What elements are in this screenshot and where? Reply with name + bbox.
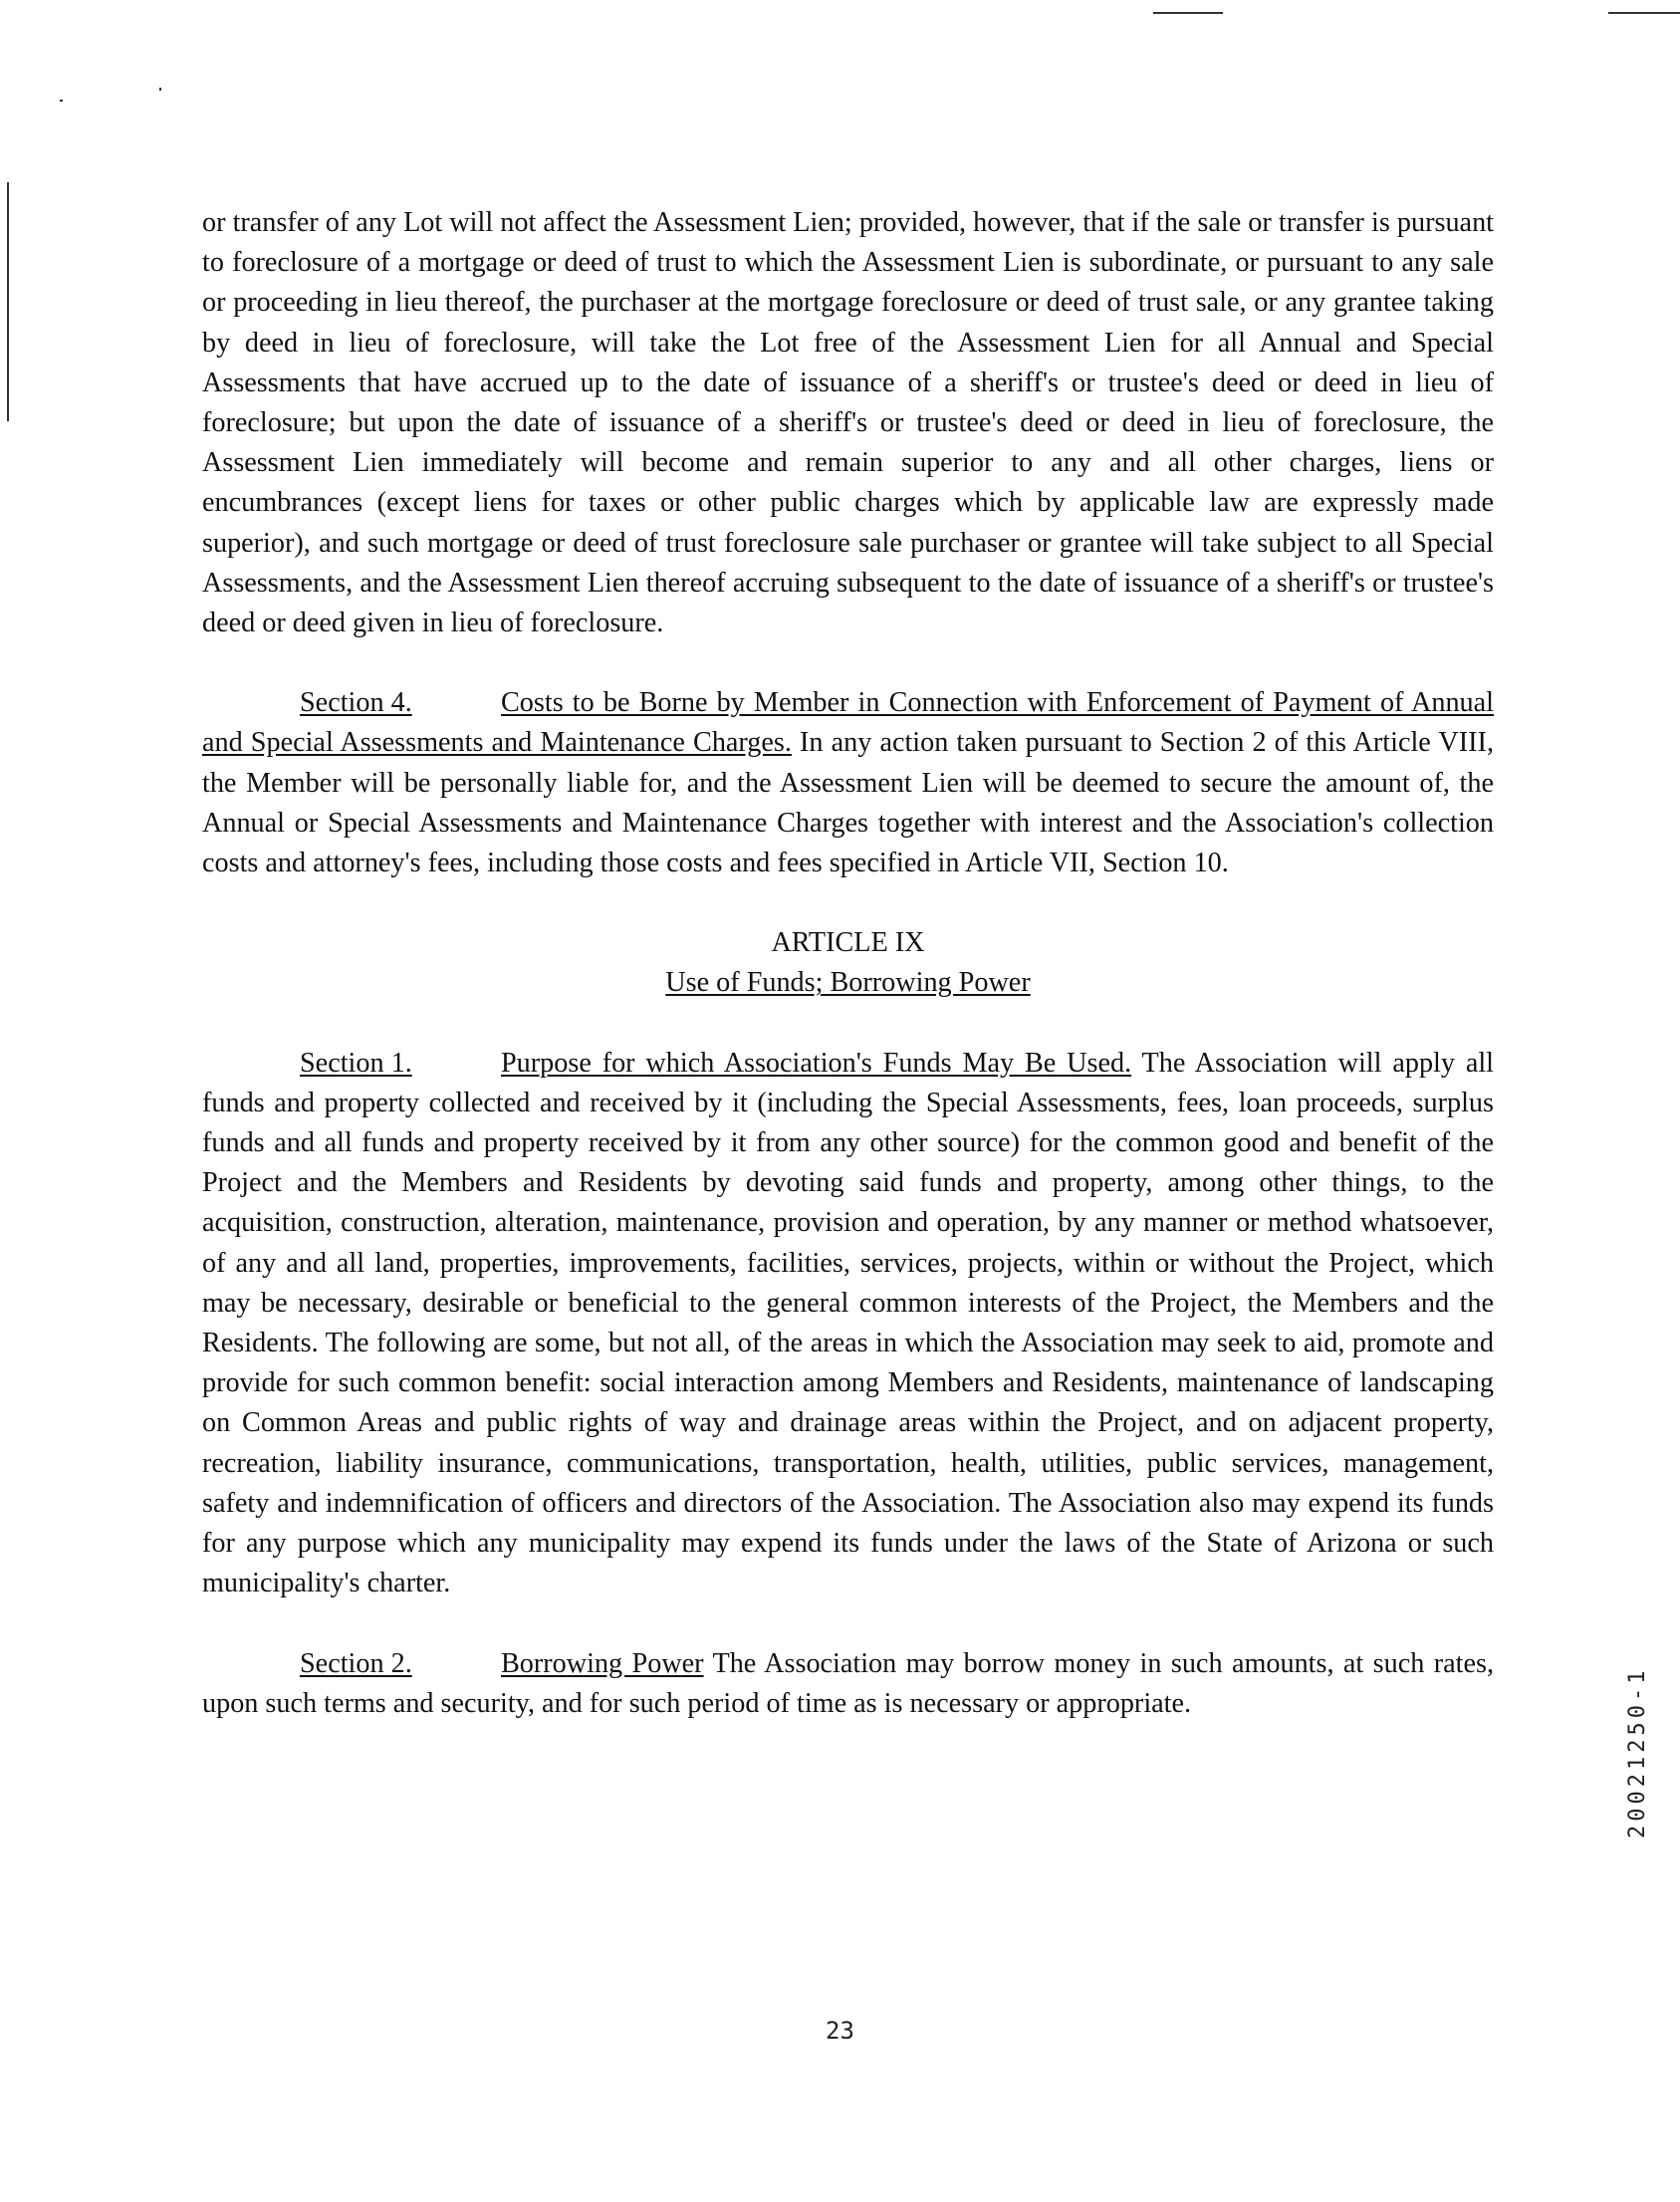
section-2 bbox=[202, 1644, 1494, 1724]
section-4-body: In any action taken pursuant to Section 2 of this Article VIII, the Member will be personally liable for, and the Assessment Lien will be deemed to secure the amount of, the Annual or Special Assessments and Maintenance Charges together with interest and the Association's collection costs and attorney's fees, including those costs and fees specified in Article VII, Section 10. bbox=[202, 727, 1494, 879]
section-1-body: The Association will apply all funds and property collected and received by it (including the Special Assessments, fees, loan proceeds, surplus funds and all funds and property received by it from any other source) for the common good and benefit of the Project and the Members and Residents by devoting said funds and property, among other things, to the acquisition, construction, alteration, maintenance, provision and operation, by any manner or method whatsoever, of any and all land, properties, improvements, facilities, services, projects, within or without the Project, which may be necessary, desirable or beneficial to the general common interests of the Project, the Members and the Residents. The following are some, but not all, of the areas in which the Association may seek to aid, promote and provide for such common benefit: social interaction among Members and Residents, maintenance of landscaping on Common Areas and public rights of way and drainage areas within the Project, and on adjacent property, recreation, liability insurance, communications, transportation, health, utilities, public services, management, safety and indemnification of officers and directors of the Association. The Association also may expend its funds for any purpose which any municipality may expend its funds under the laws of the State of Arizona or such municipality's charter. bbox=[202, 1047, 1495, 1599]
scan-dot bbox=[60, 100, 63, 102]
section-1-title: Purpose for which Association's Funds May Be Used. bbox=[501, 1047, 1132, 1079]
document-body bbox=[202, 203, 1494, 1724]
scan-mark-left bbox=[7, 182, 9, 421]
article-title-line bbox=[202, 963, 1494, 1003]
section-1 bbox=[202, 1044, 1494, 1604]
section-2-body: The Association may borrow money in such amounts, at such rates, upon such terms and security, and for such period of time as is necessary or appropriate. bbox=[202, 1647, 1494, 1719]
section-2-label: Section 2. bbox=[300, 1647, 412, 1679]
page-number: 23 bbox=[826, 2017, 854, 2045]
recording-stamp: 20021250-1 bbox=[1625, 1666, 1650, 1839]
paragraph-assessment-lien: or transfer of any Lot will not affect the Assessment Lien; provided, however, that if the sale or transfer is pursuant to foreclosure of a mortgage or deed of trust to which the Assessment Lien is subordinate, or pursuant to any sale or proceeding in lieu thereof, the purchaser at the mortgage foreclosure or deed of trust sale, or any grantee taking by deed in lieu of foreclosure, will take the Lot free of the Assessment Lien for all Annual and Special Assessments that have accrued up to the date of issuance of a sheriff's or trustee's deed or deed in lieu of foreclosure; but upon the date of issuance of a sheriff's or trustee's deed or deed in lieu of foreclosure, the Assessment Lien immediately will become and remain superior to any and all other charges, liens or encumbrances (except liens for taxes or other public charges which by applicable law are expressly made superior), and such mortgage or deed of trust foreclosure sale purchaser or grantee will take subject to all Special Assessments, and the Assessment Lien thereof accruing subsequent to the date of issuance of a sheriff's or trustee's deed or deed given in lieu of foreclosure. bbox=[202, 207, 1494, 639]
article-title: Use of Funds; Borrowing Power bbox=[665, 967, 1031, 999]
article-heading: ARTICLE IX bbox=[771, 927, 925, 959]
section-4-title: Costs to be Borne by Member in Connection with Enforcement of Payment of Annual and Special Assessments and Maintenance Charges. bbox=[202, 687, 1494, 759]
section-1-label: Section 1. bbox=[300, 1047, 412, 1079]
scan-mark-top bbox=[1153, 12, 1223, 14]
section-4-label: Section 4. bbox=[300, 687, 412, 719]
scan-dot bbox=[159, 88, 161, 91]
section-2-title: Borrowing Power bbox=[501, 1647, 704, 1679]
scan-mark-top-right bbox=[1608, 12, 1680, 14]
section-4 bbox=[202, 683, 1494, 883]
